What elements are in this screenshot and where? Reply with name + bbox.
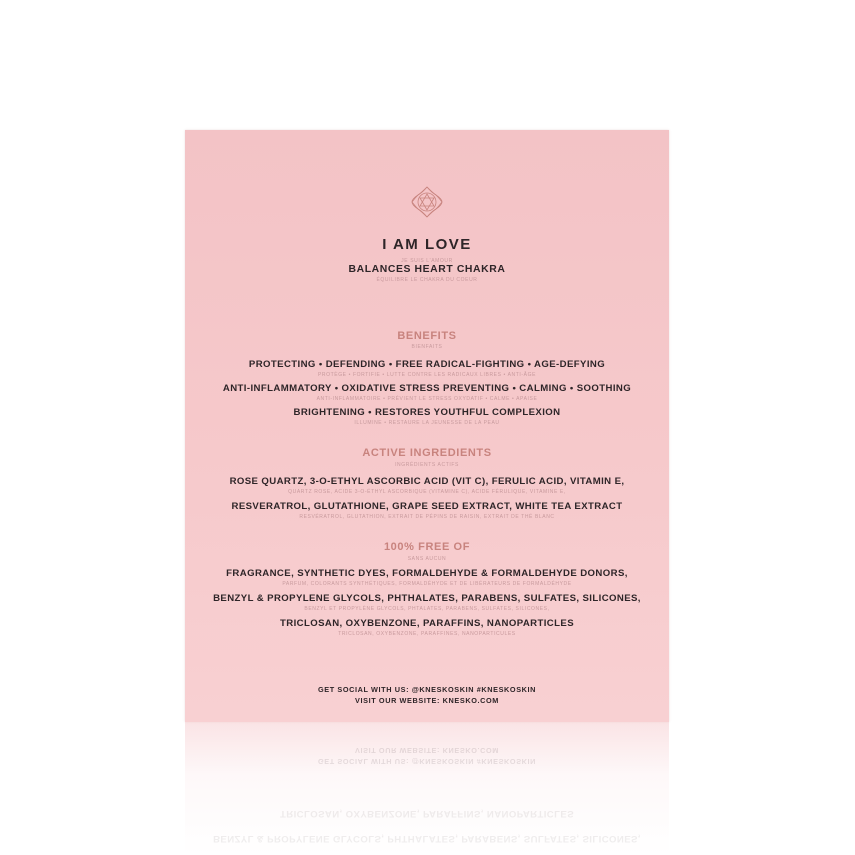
benefits-line-1: PROTECTING • DEFENDING • FREE RADICAL-FIGHTING • AGE-DEFYING bbox=[248, 359, 606, 370]
free-of-heading: 100% FREE OF bbox=[383, 541, 471, 553]
heart-chakra-icon bbox=[409, 184, 445, 220]
benefits-heading-fr: BIENFAITS bbox=[411, 344, 443, 350]
box-reflection bbox=[185, 722, 669, 855]
product-box bbox=[185, 130, 669, 722]
benefits-line-2-fr: ANTI-INFLAMMATOIRE • PRÉVIENT LE STRESS OXYDATIF • CALME • APAISE bbox=[316, 396, 538, 402]
free-of-line-1: FRAGRANCE, SYNTHETIC DYES, FORMALDEHYDE & FORMALDEHYDE DONORS, bbox=[226, 568, 628, 579]
reflection-free-of-line-2: BENZYL & PROPYLENE GLYCOLS, PHTHALATES, PARABENS, SULFATES, SILICONES, bbox=[213, 833, 641, 844]
benefits-line-1-fr: PROTÈGE • FORTIFIE • LUTTE CONTRE LES RADICAUX LIBRES • ANTI-ÂGE bbox=[317, 372, 537, 378]
free-of-heading-fr: SANS AUCUN bbox=[407, 556, 447, 562]
free-of-line-2: BENZYL & PROPYLENE GLYCOLS, PHTHALATES, PARABENS, SULFATES, SILICONES, bbox=[213, 593, 641, 604]
social-line: GET SOCIAL WITH US: @KNESKOSKIN #KNESKOSKIN bbox=[317, 685, 537, 694]
free-of-line-3: TRICLOSAN, OXYBENZONE, PARAFFINS, NANOPARTICLES bbox=[279, 618, 574, 629]
product-title: I AM LOVE bbox=[382, 236, 472, 253]
reflection-free-of-line-3: TRICLOSAN, OXYBENZONE, PARAFFINS, NANOPARTICLES bbox=[279, 808, 574, 819]
product-subtitle-fr: ÉQUILIBRE LE CHAKRA DU COEUR bbox=[376, 277, 478, 283]
free-of-line-3-fr: TRICLOSAN, OXYBENZONE, PARAFFINES, NANOPARTICULES bbox=[338, 631, 516, 637]
reflection-website-line: VISIT OUR WEBSITE: KNESKO.COM bbox=[355, 746, 499, 755]
benefits-line-2: ANTI-INFLAMMATORY • OXIDATIVE STRESS PREVENTING • CALMING • SOOTHING bbox=[222, 383, 632, 394]
ingredients-line-1-fr: QUARTZ ROSE, ACIDE 3-O-ÉTHYL ASCORBIQUE (VITAMINE C), ACIDE FÉRULIQUE, VITAMINE E, bbox=[288, 489, 566, 495]
benefits-heading: BENEFITS bbox=[397, 330, 457, 342]
ingredients-line-2-fr: RESVÉRATROL, GLUTATHION, EXTRAIT DE PÉPINS DE RAISIN, EXTRAIT DE THÉ BLANC bbox=[299, 514, 555, 520]
product-title-fr: JE SUIS L'AMOUR bbox=[401, 258, 453, 264]
ingredients-heading: ACTIVE INGREDIENTS bbox=[362, 447, 492, 459]
website-line: VISIT OUR WEBSITE: KNESKO.COM bbox=[355, 696, 499, 705]
reflection-social-line: GET SOCIAL WITH US: @KNESKOSKIN #KNESKOSKIN bbox=[317, 757, 537, 766]
free-of-line-1-fr: PARFUM, COLORANTS SYNTHÉTIQUES, FORMALDÉHYDE ET DE LIBÉRATEURS DE FORMALDÉHYDE bbox=[282, 581, 572, 587]
free-of-line-2-fr: BENZYL ET PROPYLÈNE GLYCOLS, PHTALATES, PARABENS, SULFATES, SILICONES, bbox=[304, 606, 550, 612]
ingredients-line-1: ROSE QUARTZ, 3-O-ETHYL ASCORBIC ACID (VIT C), FERULIC ACID, VITAMIN E, bbox=[229, 476, 625, 487]
product-subtitle: BALANCES HEART CHAKRA bbox=[348, 264, 506, 275]
benefits-line-3-fr: ILLUMINE • RESTAURE LA JEUNESSE DE LA PEAU bbox=[354, 420, 500, 426]
ingredients-line-2: RESVERATROL, GLUTATHIONE, GRAPE SEED EXTRACT, WHITE TEA EXTRACT bbox=[231, 501, 623, 512]
ingredients-heading-fr: INGRÉDIENTS ACTIFS bbox=[395, 462, 459, 468]
benefits-line-3: BRIGHTENING • RESTORES YOUTHFUL COMPLEXION bbox=[293, 407, 561, 418]
